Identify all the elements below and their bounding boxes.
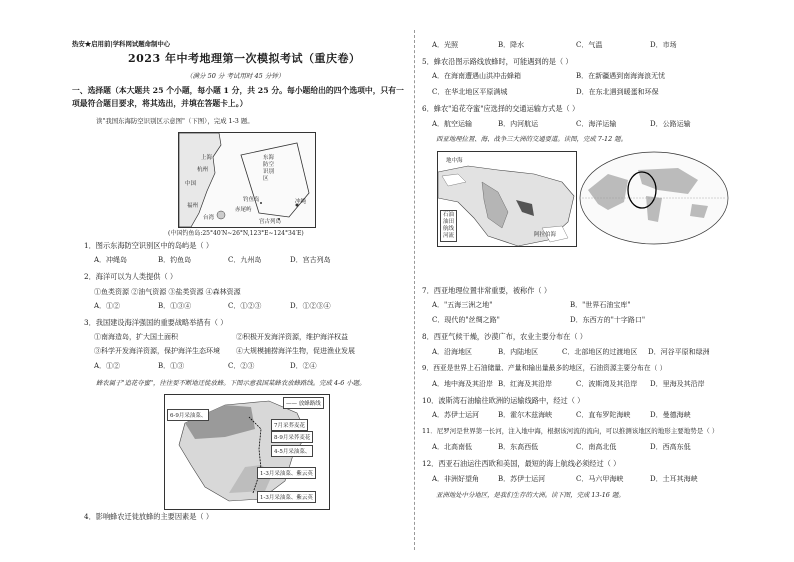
world-route-map-graphic xyxy=(578,150,730,246)
q5-option-c: C．在华北地区平原满城 xyxy=(432,88,508,96)
q10-option-d: D．曼德海峡 xyxy=(650,411,691,419)
q10-option-c: C．直布罗陀海峡 xyxy=(576,411,631,419)
q9-option-d: D．里海及其沿岸 xyxy=(650,380,705,388)
q5-stem: 5．蜂农沿图示路线放蜂时，可能遇到的是（ ） xyxy=(422,57,573,66)
q8-option-a: A．沿海地区 xyxy=(432,348,473,356)
map-label-shanghai: 上海 xyxy=(201,155,213,161)
intro-3: 西亚地理位置、海、战争三大洲的交通要道。读图，完成 7-12 题。 xyxy=(436,135,627,143)
q8-option-d: D．河谷平原和绿洲 xyxy=(648,348,710,356)
map3-label-mediterranean: 地中海 xyxy=(446,158,463,164)
page-subtitle: （满分 50 分 考试用时 45 分钟） xyxy=(186,72,285,80)
q3-option-c: C．②③ xyxy=(228,362,255,370)
q2-items: ①鱼类资源 ②油气资源 ③盐类资源 ④森林资源 xyxy=(94,288,241,296)
q7-option-a: A．"五海三洲之地" xyxy=(432,301,493,309)
q11-option-c: C．南高北低 xyxy=(576,443,617,451)
map-label-hangzhou: 杭州 xyxy=(197,167,209,173)
intro-1: 读"我国东海防空识别区示意图"（下图），完成 1-3 题。 xyxy=(96,117,254,125)
q11-option-d: D．西高东低 xyxy=(650,443,691,451)
map-label-zone: 东海防空识别区 xyxy=(263,155,275,182)
map2-legend: —— 放蜂路线 xyxy=(283,397,324,409)
map-label-chiwei: 赤尾屿 xyxy=(235,207,252,213)
q11-stem: 11．尼罗河是世界第一长河，注入地中海，根据该河流的流向，可以推测该地区的地形主要地势是（ ） xyxy=(422,427,719,435)
q3-item-2: ②积极开发海洋资源，维护海洋权益 xyxy=(236,333,348,341)
q3-option-d: D．②④ xyxy=(290,362,317,370)
q2-option-a: A．①② xyxy=(94,302,121,310)
map3-label-arabian-sea: 阿拉伯海 xyxy=(534,232,557,238)
q12-option-b: B．苏伊士运河 xyxy=(498,475,546,483)
q2-option-b: B．①③④ xyxy=(158,302,192,310)
bee-route-map xyxy=(164,394,330,510)
q4-option-b: B．降水 xyxy=(498,41,525,49)
q6-option-d: D．公路运输 xyxy=(650,120,691,128)
q8-option-b: B．内陆地区 xyxy=(498,348,539,356)
world-route-map xyxy=(578,150,730,246)
intro-2: 蜂农属于"追花夺蜜"，往往要不断地迁徙放蜂。下图示意我国某蜂农放蜂路线。完成 4-6 小题。 xyxy=(96,379,366,387)
q7-option-c: C．现代的"丝绸之路" xyxy=(432,316,500,324)
q8-option-c: C．北部地区的过渡地区 xyxy=(562,348,638,356)
map3-legend xyxy=(440,210,457,242)
map2-box-4: 4-5月采油菜、 xyxy=(271,445,313,457)
west-asia-map xyxy=(437,151,577,247)
q5-option-b: B．在新疆遇到南海海浪无忧 xyxy=(576,72,666,80)
q1-option-a: A．冲绳岛 xyxy=(94,256,128,264)
q11-option-b: B．东高西低 xyxy=(498,443,539,451)
q2-option-d: D．①②③④ xyxy=(290,302,331,310)
q10-option-a: A．苏伊士运河 xyxy=(432,411,480,419)
map-label-china: 中国 xyxy=(185,181,197,187)
map-label-fuzhou: 福州 xyxy=(187,203,199,209)
q3-item-3: ③科学开发海洋资源，保护海洋生态环境 xyxy=(94,347,220,355)
map-label-okinawa: 冲绳 xyxy=(295,199,307,205)
q12-option-d: D．土耳其海峡 xyxy=(650,475,698,483)
q12-stem: 12．西亚石油运往西欧和美国，最短的海上航线必须经过（ ） xyxy=(422,459,621,468)
map2-box-1: 6-9月采油菜、 xyxy=(167,409,209,421)
q3-item-4: ④大规模捕捞海洋生物，促进渔业发展 xyxy=(236,347,355,355)
map-label-diaoyu: 钓鱼岛 xyxy=(243,197,260,203)
q9-stem: 9．西亚是世界上石油储量、产量和输出量最多的地区，石油资源主要分布在（ ） xyxy=(422,364,667,372)
map1-caption: (中国钓鱼岛:25°40′N~26°N,123°E~124°34′E) xyxy=(168,230,304,237)
column-divider xyxy=(414,30,415,550)
map3-legend-river: 河流 xyxy=(443,233,455,239)
map3-legend-field: 油田 xyxy=(443,219,455,225)
q10-option-b: B．霍尔木兹海峡 xyxy=(498,411,553,419)
map2-box-2: 7月采荞麦花 xyxy=(271,419,308,431)
map2-box-6: 1-3月采油菜、紫云英 xyxy=(257,491,316,503)
map-label-taiwan: 台湾 xyxy=(203,215,215,221)
q4-stem: 4．影响蜂农迁徙放蜂的主要因素是（ ） xyxy=(84,512,214,521)
page-title: 2023 年中考地理第一次模拟考试（重庆卷） xyxy=(128,52,361,65)
q3-option-b: B．①③ xyxy=(158,362,185,370)
header-org: 热安★启用前|学科网试题命制中心 xyxy=(72,40,171,48)
q7-stem: 7．西亚地理位置非常重要，被称作（ ） xyxy=(422,286,552,295)
q2-option-c: C．①②③ xyxy=(228,302,262,310)
q6-option-b: B．内河航运 xyxy=(498,120,539,128)
q1-option-d: D．宫古列岛 xyxy=(290,256,331,264)
q5-option-d: D．在东北遇到暖蛋和环保 xyxy=(576,88,659,96)
map2-box-5: 1-3月采油菜、紫云英 xyxy=(257,467,316,479)
q3-option-a: A．①② xyxy=(94,362,121,370)
q7-option-d: D．东西方的"十字路口" xyxy=(570,316,646,324)
q3-item-1: ①南海造岛，扩大国土面积 xyxy=(94,333,178,341)
map2-box-3: 8-9月采荞麦花 xyxy=(271,431,313,443)
map3-legend-route: 航线 xyxy=(443,226,455,232)
section-heading-line1: 一、选择题（本大题共 25 个小题，每小题 1 分，共 25 分。每小题给出的四个选项中，只有一 xyxy=(72,86,404,95)
q6-stem: 6．蜂农"追花夺蜜"应选择的交通运输方式是（ ） xyxy=(422,104,580,113)
q5-option-a: A．在海南遭遇山洪冲击蜂箱 xyxy=(432,72,522,80)
q8-stem: 8．西亚气候干燥，沙漠广布，农业主要分布在（ ） xyxy=(422,332,587,341)
east-sea-map xyxy=(178,132,316,228)
q4-option-d: D．市场 xyxy=(650,41,677,49)
q9-option-a: A．地中海及其沿岸 xyxy=(432,380,494,388)
q1-stem: 1．图示东海防空识别区中的岛屿是（ ） xyxy=(84,241,214,250)
map3-legend-oil: 石油 xyxy=(443,212,455,218)
q6-option-a: A．航空运输 xyxy=(432,120,473,128)
q9-option-c: C．波斯湾及其沿岸 xyxy=(576,380,638,388)
intro-4: 亚洲地处中分地区，是我们生存的大洲。读下图，完成 13-16 题。 xyxy=(436,491,625,499)
section-heading-line2: 项最符合题目要求，将其选出，并填在答题卡上。） xyxy=(72,99,248,108)
q4-option-a: A．光照 xyxy=(432,41,459,49)
q12-option-a: A．非洲好望角 xyxy=(432,475,480,483)
q9-option-b: B．红海及其沿岸 xyxy=(498,380,553,388)
q12-option-c: C．马六甲海峡 xyxy=(576,475,624,483)
q4-option-c: C．气温 xyxy=(576,41,603,49)
q3-stem: 3．我国建设海洋强国的重要战略举措有（ ） xyxy=(84,318,228,327)
q11-option-a: A．北高南低 xyxy=(432,443,473,451)
q1-option-b: B．钓鱼岛 xyxy=(158,256,192,264)
map-label-miyako: 宫古列岛 xyxy=(259,219,282,225)
q7-option-b: B．"世界石油宝库" xyxy=(570,301,631,309)
q1-option-c: C．九州岛 xyxy=(228,256,262,264)
q10-stem: 10．波斯湾石油输往欧洲的运输线路中，经过（ ） xyxy=(422,396,585,405)
q6-option-c: C．海洋运输 xyxy=(576,120,617,128)
q2-stem: 2．海洋可以为人类提供（ ） xyxy=(84,272,178,281)
